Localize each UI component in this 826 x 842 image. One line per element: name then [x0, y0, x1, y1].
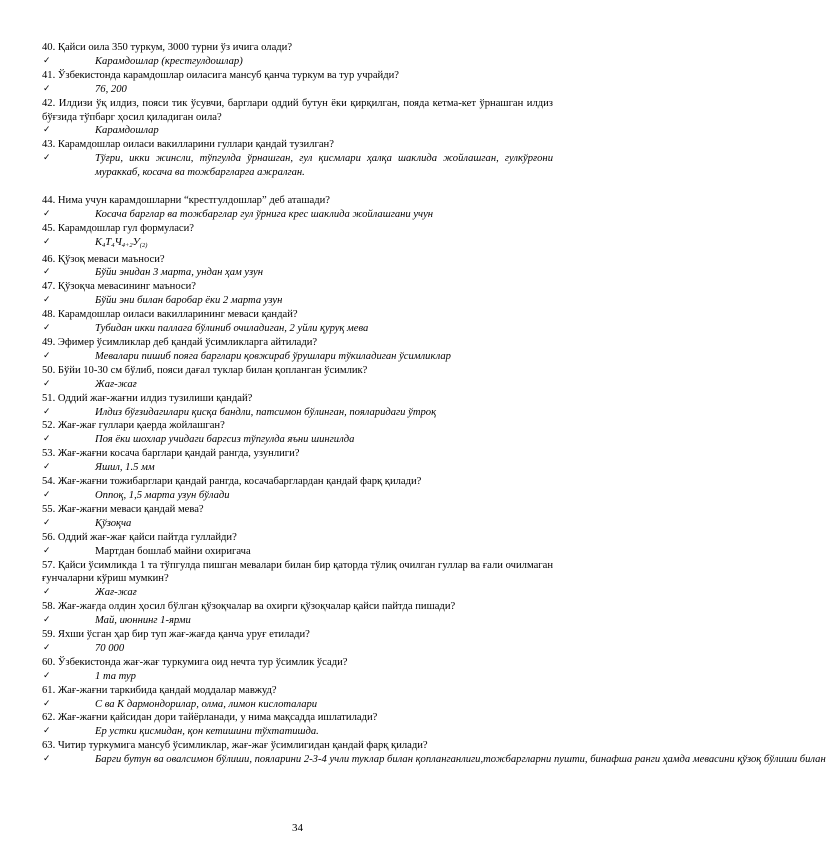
- answer-line: [42, 208, 553, 222]
- answer-text: Тўғри, икки жинсли, тўпгулда ўрнашган, гул қисмлари ҳалқа шаклида жойлашган, гулкўрғони мураккаб, косача ва тожбаргларга ажралган.: [95, 153, 553, 179]
- question-text: 51. Оддий жағ-жағни илдиз тузилиши қандай?: [42, 392, 253, 404]
- answer-text: Оппоқ, 1,5 марта узун бўлади: [95, 489, 230, 501]
- page-number: 34: [292, 822, 303, 834]
- answer-line: [42, 545, 553, 559]
- question-text: 61. Жағ-жағни таркибида қандай моддалар мавжуд?: [42, 684, 277, 696]
- question-text: 54. Жағ-жағни тожибарглари қандай рангда, косачабарглардан қандай фарқ қилади?: [42, 476, 422, 488]
- answer-text: Бўйи эни билан баробар ёки 2 марта узун: [95, 295, 283, 307]
- question-text: 57. Қайси ўсимликда 1 та тўпгулда пишган мевалари билан бир қаторда тўлиқ очилган гуллар ва ғали очилмаган ғунчаларни кўриш мумкин?: [42, 559, 553, 585]
- question-text: 42. Илдизи ўқ илдиз, пояси тик ўсувчи, барглари оддий бутун ёки қирқилган, пояда кетма-кет ўрнашган илдиз бўғзида тўпбарг ҳосил қиладиган оила?: [42, 97, 553, 123]
- checkmark-icon: ✓: [43, 434, 51, 445]
- question-text: 52. Жағ-жағ гуллари қаерда жойлашган?: [42, 420, 225, 432]
- question-text: 56. Оддий жағ-жағ қайси пайтда гуллайди?: [42, 531, 237, 543]
- answer-line: [42, 378, 553, 392]
- answer-text: Жағ-жағ: [95, 378, 137, 390]
- checkmark-icon: ✓: [43, 726, 51, 737]
- formula-symbol: У: [132, 236, 140, 248]
- formula-subscript: 4+2: [121, 241, 133, 249]
- answer-text: Ер устки қисмидан, қон кетишини тўхтатишда.: [95, 726, 319, 738]
- question-text: 48. Карамдошлар оиласи вакилларининг меваси қандай?: [42, 309, 298, 321]
- answer-line: [42, 406, 553, 420]
- checkmark-icon: ✓: [43, 406, 51, 417]
- question-text: 43. Карамдошлар оиласи вакилларини гуллари қандай тузилган?: [42, 139, 334, 151]
- answer-line: [42, 236, 553, 253]
- checkmark-icon: ✓: [43, 642, 51, 653]
- answer-text: Мартдан бошлаб майни охиригача: [95, 545, 251, 557]
- answer-line: [42, 350, 553, 364]
- answer-line: [42, 433, 553, 447]
- question-text: 63. Читир туркумига мансуб ўсимликлар, жағ-жағ ўсимлигидан қандай фарқ қилади?: [42, 740, 428, 752]
- question-text: 46. Қўзоқ меваси маъноси?: [42, 253, 165, 265]
- checkmark-icon: ✓: [43, 295, 51, 306]
- formula-subscript: (2): [139, 241, 148, 249]
- checkmark-icon: ✓: [43, 153, 51, 164]
- checkmark-icon: ✓: [43, 323, 51, 334]
- answer-text: Карамдошлар: [95, 125, 159, 137]
- question-text: 50. Бўйи 10-30 см бўлиб, пояси дағал туклар билан қопланган ўсимлик?: [42, 364, 368, 376]
- question-text: 53. Жағ-жағни косача барглари қандай рангда, узунлиги?: [42, 448, 300, 460]
- formula-subscript: 4: [102, 241, 106, 249]
- formula-symbol: Ч: [114, 236, 122, 248]
- checkmark-icon: ✓: [43, 517, 51, 528]
- answer-text: С ва К дармондорилар, олма, лимон кислоталари: [95, 698, 318, 710]
- checkmark-icon: ✓: [43, 125, 51, 136]
- checkmark-icon: ✓: [43, 545, 51, 556]
- answer-text: Яшил, 1.5 мм: [95, 462, 155, 474]
- answer-line: [42, 124, 553, 138]
- answer-line: [42, 152, 553, 180]
- answer-text: Тубидан икки паллага бўлиниб очиладиган, 2 уйли қуруқ мева: [95, 323, 369, 335]
- answer-line: [42, 266, 553, 280]
- checkmark-icon: ✓: [43, 236, 51, 247]
- answer-text: 76, 200: [95, 83, 127, 95]
- answer-line: [42, 670, 553, 684]
- answer-text: Мевалари пишиб пояга барглари қовжираб ўрушлари тўкиладиган ўсимликлар: [95, 350, 451, 362]
- checkmark-icon: ✓: [43, 754, 51, 765]
- answer-text: 70 000: [95, 642, 125, 654]
- document-body: [42, 41, 826, 767]
- answer-text: Жағ-жағ: [95, 587, 137, 599]
- question-text: 45. Карамдошлар гул формуласи?: [42, 222, 195, 234]
- answer-text: Бўйи энидан 3 марта, ундан ҳам узун: [95, 267, 264, 279]
- formula-symbol: Т: [105, 236, 112, 248]
- formula-symbol: К: [95, 236, 103, 248]
- checkmark-icon: ✓: [43, 587, 51, 598]
- answer-line: [42, 55, 553, 69]
- checkmark-icon: ✓: [43, 698, 51, 709]
- answer-line: [42, 517, 553, 531]
- question-text: 40. Қайси оила 350 туркум, 3000 турни ўз ичига олади?: [42, 42, 293, 53]
- checkmark-icon: ✓: [43, 615, 51, 626]
- question-text: 60. Ўзбекистонда жағ-жағ туркумига оид нечта тур ўсимлик ўсади?: [42, 656, 348, 668]
- question-text: 59. Яхши ўсган ҳар бир туп жағ-жағда қанча уруғ етилади?: [42, 629, 310, 641]
- answer-text: 1 та тур: [95, 670, 136, 682]
- answer-text: Қўзоқча: [95, 517, 132, 529]
- question-text: 62. Жағ-жағни қайсидан дори тайёрланади, у нима мақсадда ишлатилади?: [42, 712, 378, 724]
- answer-text: Илдиз бўғзидагилари қисқа бандли, патсимон бўлинган, пояларидаги ўтроқ: [95, 406, 437, 418]
- formula-subscript: 4: [111, 241, 115, 249]
- answer-line: [42, 294, 553, 308]
- answer-text: Май, июннинг 1-ярми: [95, 615, 191, 627]
- checkmark-icon: ✓: [43, 670, 51, 681]
- answer-text: Карамдошлар (крестгулдошлар): [95, 55, 243, 67]
- answer-text: Поя ёки шохлар учидаги баргсиз тўпгулда яъни шингилда: [95, 434, 355, 446]
- answer-line: [42, 586, 553, 600]
- answer-text: Барги бутун ва овалсимон бўлиши, пояларини 2-3-4 учли туклар билан қопланганлиги,тожбаргларни пушти, бинафша ранги ҳамда мевасини қўзоқ бўлиши билан: [95, 754, 826, 766]
- checkmark-icon: ✓: [43, 83, 51, 94]
- question-text: 49. Эфимер ўсимликлар деб қандай ўсимликларга айтилади?: [42, 337, 318, 349]
- checkmark-icon: ✓: [43, 267, 51, 278]
- answer-line: [42, 753, 826, 767]
- answer-line: [42, 642, 553, 656]
- checkmark-icon: ✓: [43, 350, 51, 361]
- answer-line: [42, 698, 553, 712]
- question-text: 44. Нима учун карамдошларни “крестгулдошлар” деб аташади?: [42, 194, 330, 206]
- answer-line: [42, 614, 553, 628]
- question-text: 55. Жағ-жағни меваси қандай мева?: [42, 503, 204, 515]
- checkmark-icon: ✓: [43, 489, 51, 500]
- answer-text: Косача барглар ва тожбарглар гул ўрнига крес шаклида жойлашгани учун: [95, 208, 434, 220]
- question-text: 58. Жағ-жағда олдин ҳосил бўлган қўзоқчалар ва охирги қўзоқчалар қайси пайтда пишади?: [42, 601, 456, 613]
- question-text: 41. Ўзбекистонда карамдошлар оиласига мансуб қанча туркум ва тур учрайди?: [42, 69, 399, 81]
- answer-line: [42, 725, 553, 739]
- checkmark-icon: ✓: [43, 378, 51, 389]
- answer-line: [42, 83, 553, 97]
- answer-line: [42, 322, 553, 336]
- checkmark-icon: ✓: [43, 462, 51, 473]
- blank-line: [42, 180, 553, 194]
- question-text: 47. Қўзоқча мевасининг маъноси?: [42, 281, 196, 293]
- checkmark-icon: ✓: [43, 208, 51, 219]
- answer-line: [42, 489, 553, 503]
- answer-line: [42, 461, 553, 475]
- checkmark-icon: ✓: [43, 55, 51, 66]
